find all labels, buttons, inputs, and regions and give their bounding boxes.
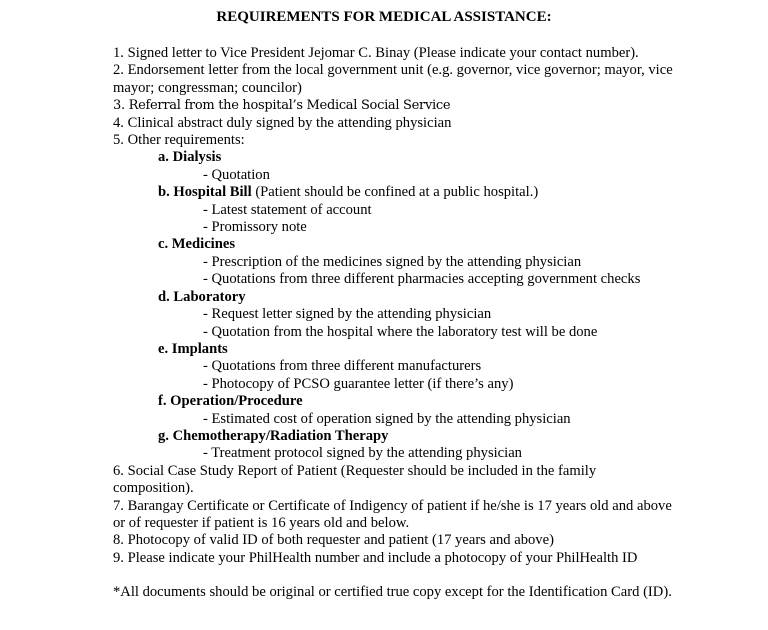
requirement-8: 8. Photocopy of valid ID of both requester and patient (17 years and above) (113, 532, 554, 549)
sub-laboratory (113, 289, 673, 306)
sub-line: - Quotation from the hospital where the laboratory test will be done (203, 323, 598, 340)
sub-line: - Quotation (203, 166, 270, 183)
sub-chemotherapy (113, 428, 673, 445)
document-title: REQUIREMENTS FOR MEDICAL ASSISTANCE: (216, 9, 552, 25)
requirement-3: 3. Referral from the hospital’s Medical Social Service (113, 98, 451, 114)
sub-implants (113, 341, 673, 358)
sub-label: e. Implants (158, 340, 228, 357)
sub-line: - Quotations from three different manufacturers (203, 358, 482, 375)
sub-line: - Estimated cost of operation signed by the attending physician (203, 410, 571, 427)
sub-hospital-bill (113, 184, 673, 201)
sub-line: - Quotations from three different pharmacies accepting government checks (203, 271, 641, 288)
sub-medicines (113, 236, 673, 253)
sub-operation (113, 393, 673, 410)
requirement-5: 5. Other requirements: (113, 132, 245, 149)
sub-line: - Photocopy of PCSO guarantee letter (if there’s any) (203, 375, 514, 392)
requirement-9: 9. Please indicate your PhilHealth number and include a photocopy of your PhilHealth ID (113, 549, 638, 566)
sub-label: c. Medicines (158, 236, 236, 253)
sub-label: d. Laboratory (158, 288, 246, 305)
requirement-6: 6. Social Case Study Report of Patient (Requester should be included in the family composition). (113, 462, 597, 497)
sub-line: - Prescription of the medicines signed by the attending physician (203, 253, 582, 270)
sub-note: (Patient should be confined at a public hospital.) (251, 184, 539, 201)
sub-label: b. Hospital Bill (158, 184, 252, 201)
requirement-1: 1. Signed letter to Vice President Jejomar C. Binay (Please indicate your contact number). (113, 45, 639, 61)
requirement-4: 4. Clinical abstract duly signed by the attending physician (113, 114, 452, 131)
sub-line: - Latest statement of account (203, 201, 372, 218)
sub-line: - Promissory note (203, 219, 307, 236)
footnote: *All documents should be original or certified true copy except for the Identification Card (ID). (113, 584, 672, 601)
sub-line: - Treatment protocol signed by the attending physician (203, 445, 522, 462)
requirement-7: 7. Barangay Certificate or Certificate of Indigency of patient if he/she is 17 years old and above or of requester if patient is 16 years old and below. (113, 497, 672, 531)
requirement-2: 2. Endorsement letter from the local government unit (e.g. governor, vice governor; mayor, vice mayor; congressman; councilor) (113, 62, 673, 96)
sub-label: g. Chemotherapy/Radiation Therapy (158, 427, 389, 444)
sub-label: f. Operation/Procedure (158, 393, 303, 410)
sub-label: a. Dialysis (158, 149, 222, 166)
sub-dialysis (113, 149, 673, 166)
requirements-list (113, 45, 673, 602)
sub-line: - Request letter signed by the attending physician (203, 306, 492, 323)
